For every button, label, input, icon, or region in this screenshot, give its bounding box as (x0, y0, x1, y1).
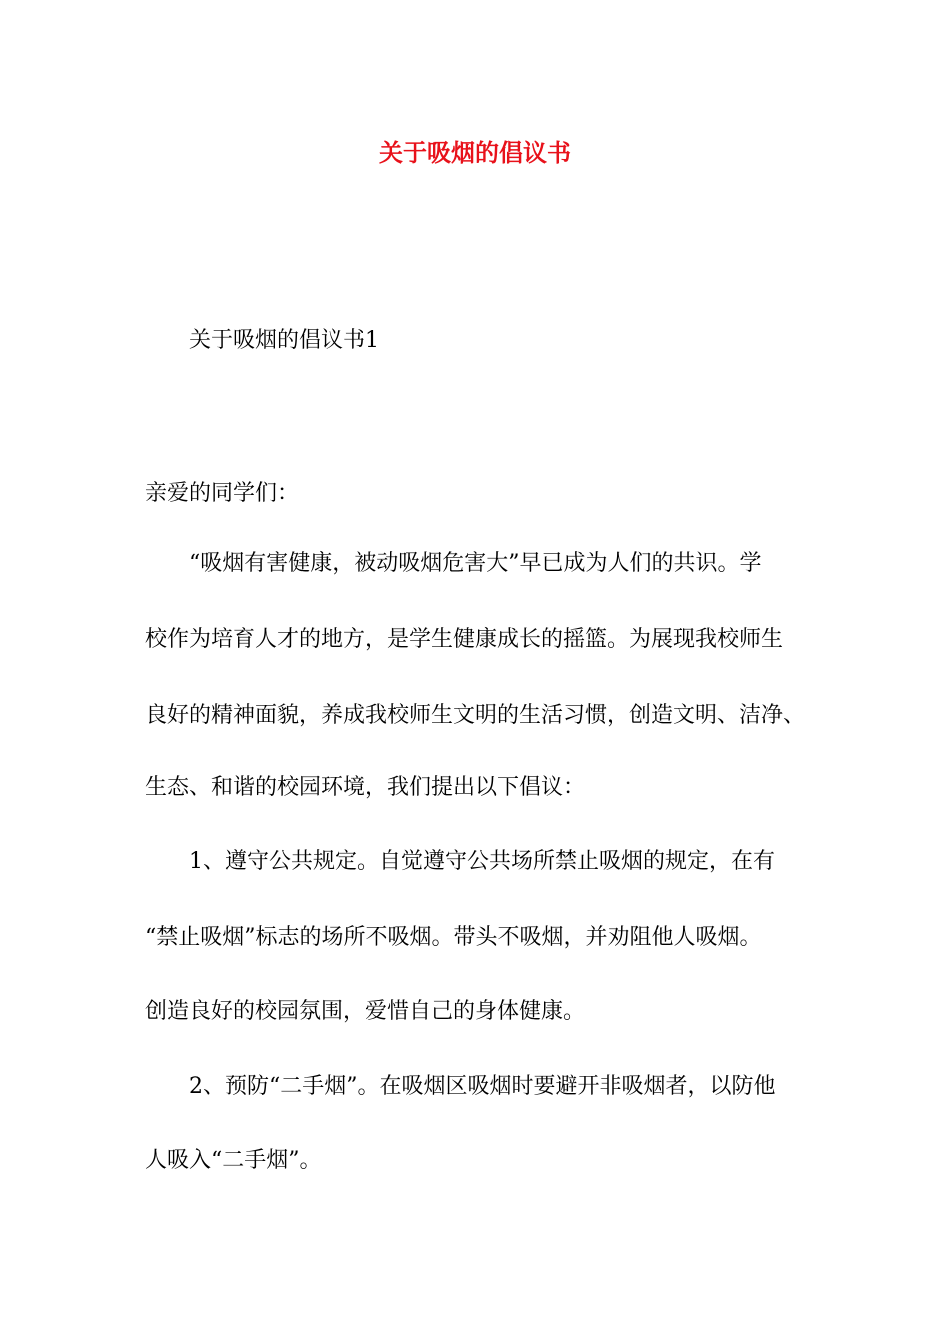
paragraph1-line: 良好的精神面貌，养成我校师生文明的生活习惯，创造文明、洁净、 (145, 703, 806, 728)
item1-line: “禁止吸烟”标志的场所不吸烟。带头不吸烟，并劝阻他人吸烟。 (145, 925, 762, 950)
paragraph1-line: 生态、和谐的校园环境，我们提出以下倡议： (145, 775, 586, 800)
document-title: 关于吸烟的倡议书 (379, 138, 571, 167)
paragraph1-line: 校作为培育人才的地方，是学生健康成长的摇篮。为展现我校师生 (145, 627, 784, 652)
item2-line: 2、预防“二手烟”。在吸烟区吸烟时要避开非吸烟者，以防他 (189, 1074, 776, 1099)
subtitle: 关于吸烟的倡议书1 (189, 328, 379, 353)
item1-line: 1、遵守公共规定。自觉遵守公共场所禁止吸烟的规定，在有 (189, 849, 775, 874)
paragraph1-line: “吸烟有害健康，被动吸烟危害大”早已成为人们的共识。学 (189, 551, 762, 576)
item1-line: 创造良好的校园氛围，爱惜自己的身体健康。 (145, 999, 586, 1024)
salutation: 亲爱的同学们： (145, 481, 300, 506)
item2-line: 人吸入“二手烟”。 (145, 1148, 322, 1173)
